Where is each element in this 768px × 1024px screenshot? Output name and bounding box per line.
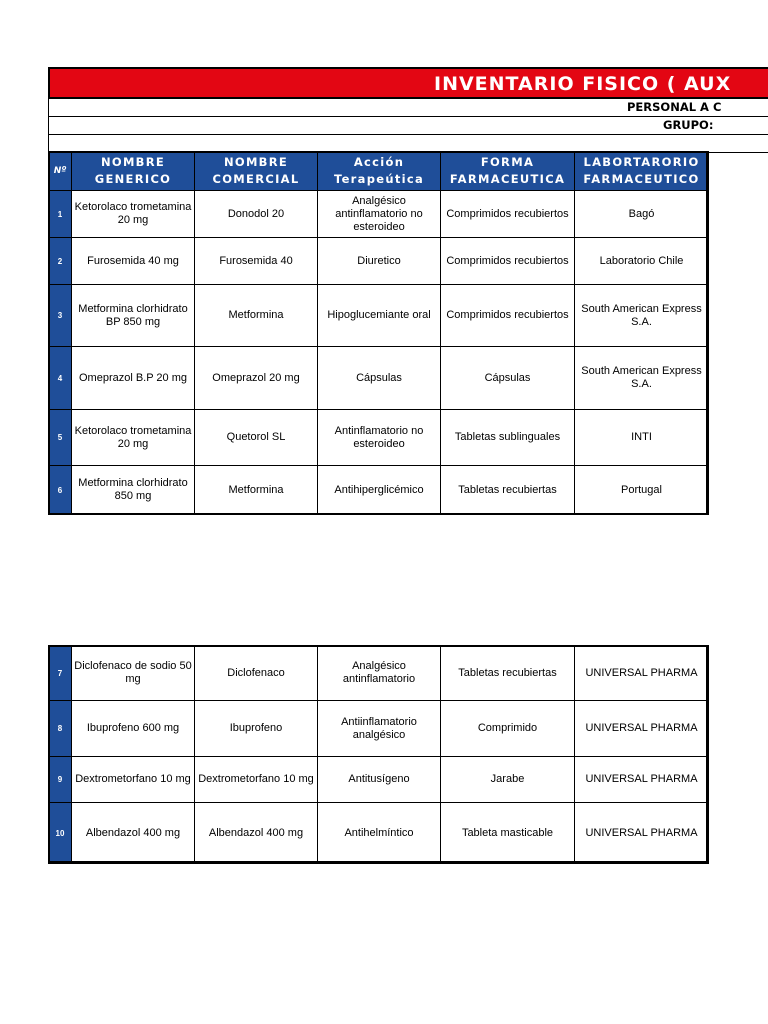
row-number: 7 [49,646,72,701]
col-header-generico: NOMBRE GENERICO [72,152,195,191]
row-number: 2 [49,238,72,285]
table-row [49,803,709,864]
cell-nombre-comercial: Omeprazol 20 mg [195,347,318,410]
cell-laboratorio: South American Express S.A. [575,285,709,347]
cell-nombre-comercial: Albendazol 400 mg [195,803,318,864]
cell-nombre-generico: Omeprazol B.P 20 mg [72,347,195,410]
cell-nombre-comercial: Ibuprofeno [195,701,318,757]
row-number: 8 [49,701,72,757]
cell-nombre-generico: Albendazol 400 mg [72,803,195,864]
table-row [49,347,709,410]
cell-nombre-comercial: Diclofenaco [195,646,318,701]
cell-nombre-generico: Dextrometorfano 10 mg [72,757,195,803]
title-bar [48,67,768,99]
cell-forma-farmaceutica: Tabletas recubiertas [441,646,575,701]
cell-accion-terapeutica: Antihiperglicémico [318,466,441,515]
cell-laboratorio: Bagó [575,191,709,238]
table-row [49,238,709,285]
cell-laboratorio: UNIVERSAL PHARMA [575,803,709,864]
cell-laboratorio: UNIVERSAL PHARMA [575,701,709,757]
cell-accion-terapeutica: Analgésico antinflamatorio [318,646,441,701]
grupo-label: GRUPO: [663,118,714,132]
inventory-table-1 [48,151,709,515]
sheet-title: INVENTARIO FISICO ( AUX [434,73,732,95]
row-number: 6 [49,466,72,515]
cell-forma-farmaceutica: Comprimidos recubiertos [441,285,575,347]
cell-forma-farmaceutica: Comprimidos recubiertos [441,238,575,285]
cell-nombre-generico: Metformina clorhidrato BP 850 mg [72,285,195,347]
table-row [49,466,709,515]
cell-nombre-comercial: Dextrometorfano 10 mg [195,757,318,803]
col-header-comercial: NOMBRE COMERCIAL [195,152,318,191]
cell-forma-farmaceutica: Comprimidos recubiertos [441,191,575,238]
cell-nombre-comercial: Furosemida 40 [195,238,318,285]
personal-row [48,99,768,117]
cell-forma-farmaceutica: Tabletas recubiertas [441,466,575,515]
cell-nombre-generico: Ketorolaco trometamina 20 mg [72,410,195,466]
cell-accion-terapeutica: Antiinflamatorio analgésico [318,701,441,757]
row-number: 10 [49,803,72,864]
cell-accion-terapeutica: Analgésico antinflamatorio no esteroideo [318,191,441,238]
col-header-forma: FORMA FARMACEUTICA [441,152,575,191]
cell-laboratorio: UNIVERSAL PHARMA [575,757,709,803]
inventory-table-2 [48,645,709,864]
personal-label: PERSONAL A C [627,100,722,114]
cell-nombre-comercial: Quetorol SL [195,410,318,466]
row-number: 3 [49,285,72,347]
col-header-accion: Acción Terapeútica [318,152,441,191]
cell-nombre-comercial: Metformina [195,466,318,515]
cell-forma-farmaceutica: Comprimido [441,701,575,757]
row-number: 9 [49,757,72,803]
table-row [49,285,709,347]
cell-nombre-generico: Furosemida 40 mg [72,238,195,285]
row-number: 5 [49,410,72,466]
table-row [49,410,709,466]
cell-laboratorio: Portugal [575,466,709,515]
cell-forma-farmaceutica: Tabletas sublinguales [441,410,575,466]
cell-accion-terapeutica: Diuretico [318,238,441,285]
cell-nombre-generico: Metformina clorhidrato 850 mg [72,466,195,515]
col-header-lab: LABORTARORIO FARMACEUTICO [575,152,709,191]
table-row [49,191,709,238]
cell-nombre-comercial: Metformina [195,285,318,347]
cell-accion-terapeutica: Hipoglucemiante oral [318,285,441,347]
grupo-row [48,117,768,135]
cell-nombre-generico: Ibuprofeno 600 mg [72,701,195,757]
cell-accion-terapeutica: Antinflamatorio no esteroideo [318,410,441,466]
table-row [49,646,709,701]
cell-laboratorio: South American Express S.A. [575,347,709,410]
cell-accion-terapeutica: Cápsulas [318,347,441,410]
cell-forma-farmaceutica: Jarabe [441,757,575,803]
col-header-num: Nº [49,152,72,191]
cell-laboratorio: UNIVERSAL PHARMA [575,646,709,701]
cell-laboratorio: INTI [575,410,709,466]
cell-forma-farmaceutica: Tableta masticable [441,803,575,864]
table-row [49,757,709,803]
table-row [49,701,709,757]
cell-accion-terapeutica: Antihelmíntico [318,803,441,864]
cell-nombre-generico: Ketorolaco trometamina 20 mg [72,191,195,238]
cell-forma-farmaceutica: Cápsulas [441,347,575,410]
row-number: 1 [49,191,72,238]
row-number: 4 [49,347,72,410]
cell-nombre-generico: Diclofenaco de sodio 50 mg [72,646,195,701]
table-header-row [49,152,709,191]
cell-nombre-comercial: Donodol 20 [195,191,318,238]
cell-laboratorio: Laboratorio Chile [575,238,709,285]
cell-accion-terapeutica: Antitusígeno [318,757,441,803]
